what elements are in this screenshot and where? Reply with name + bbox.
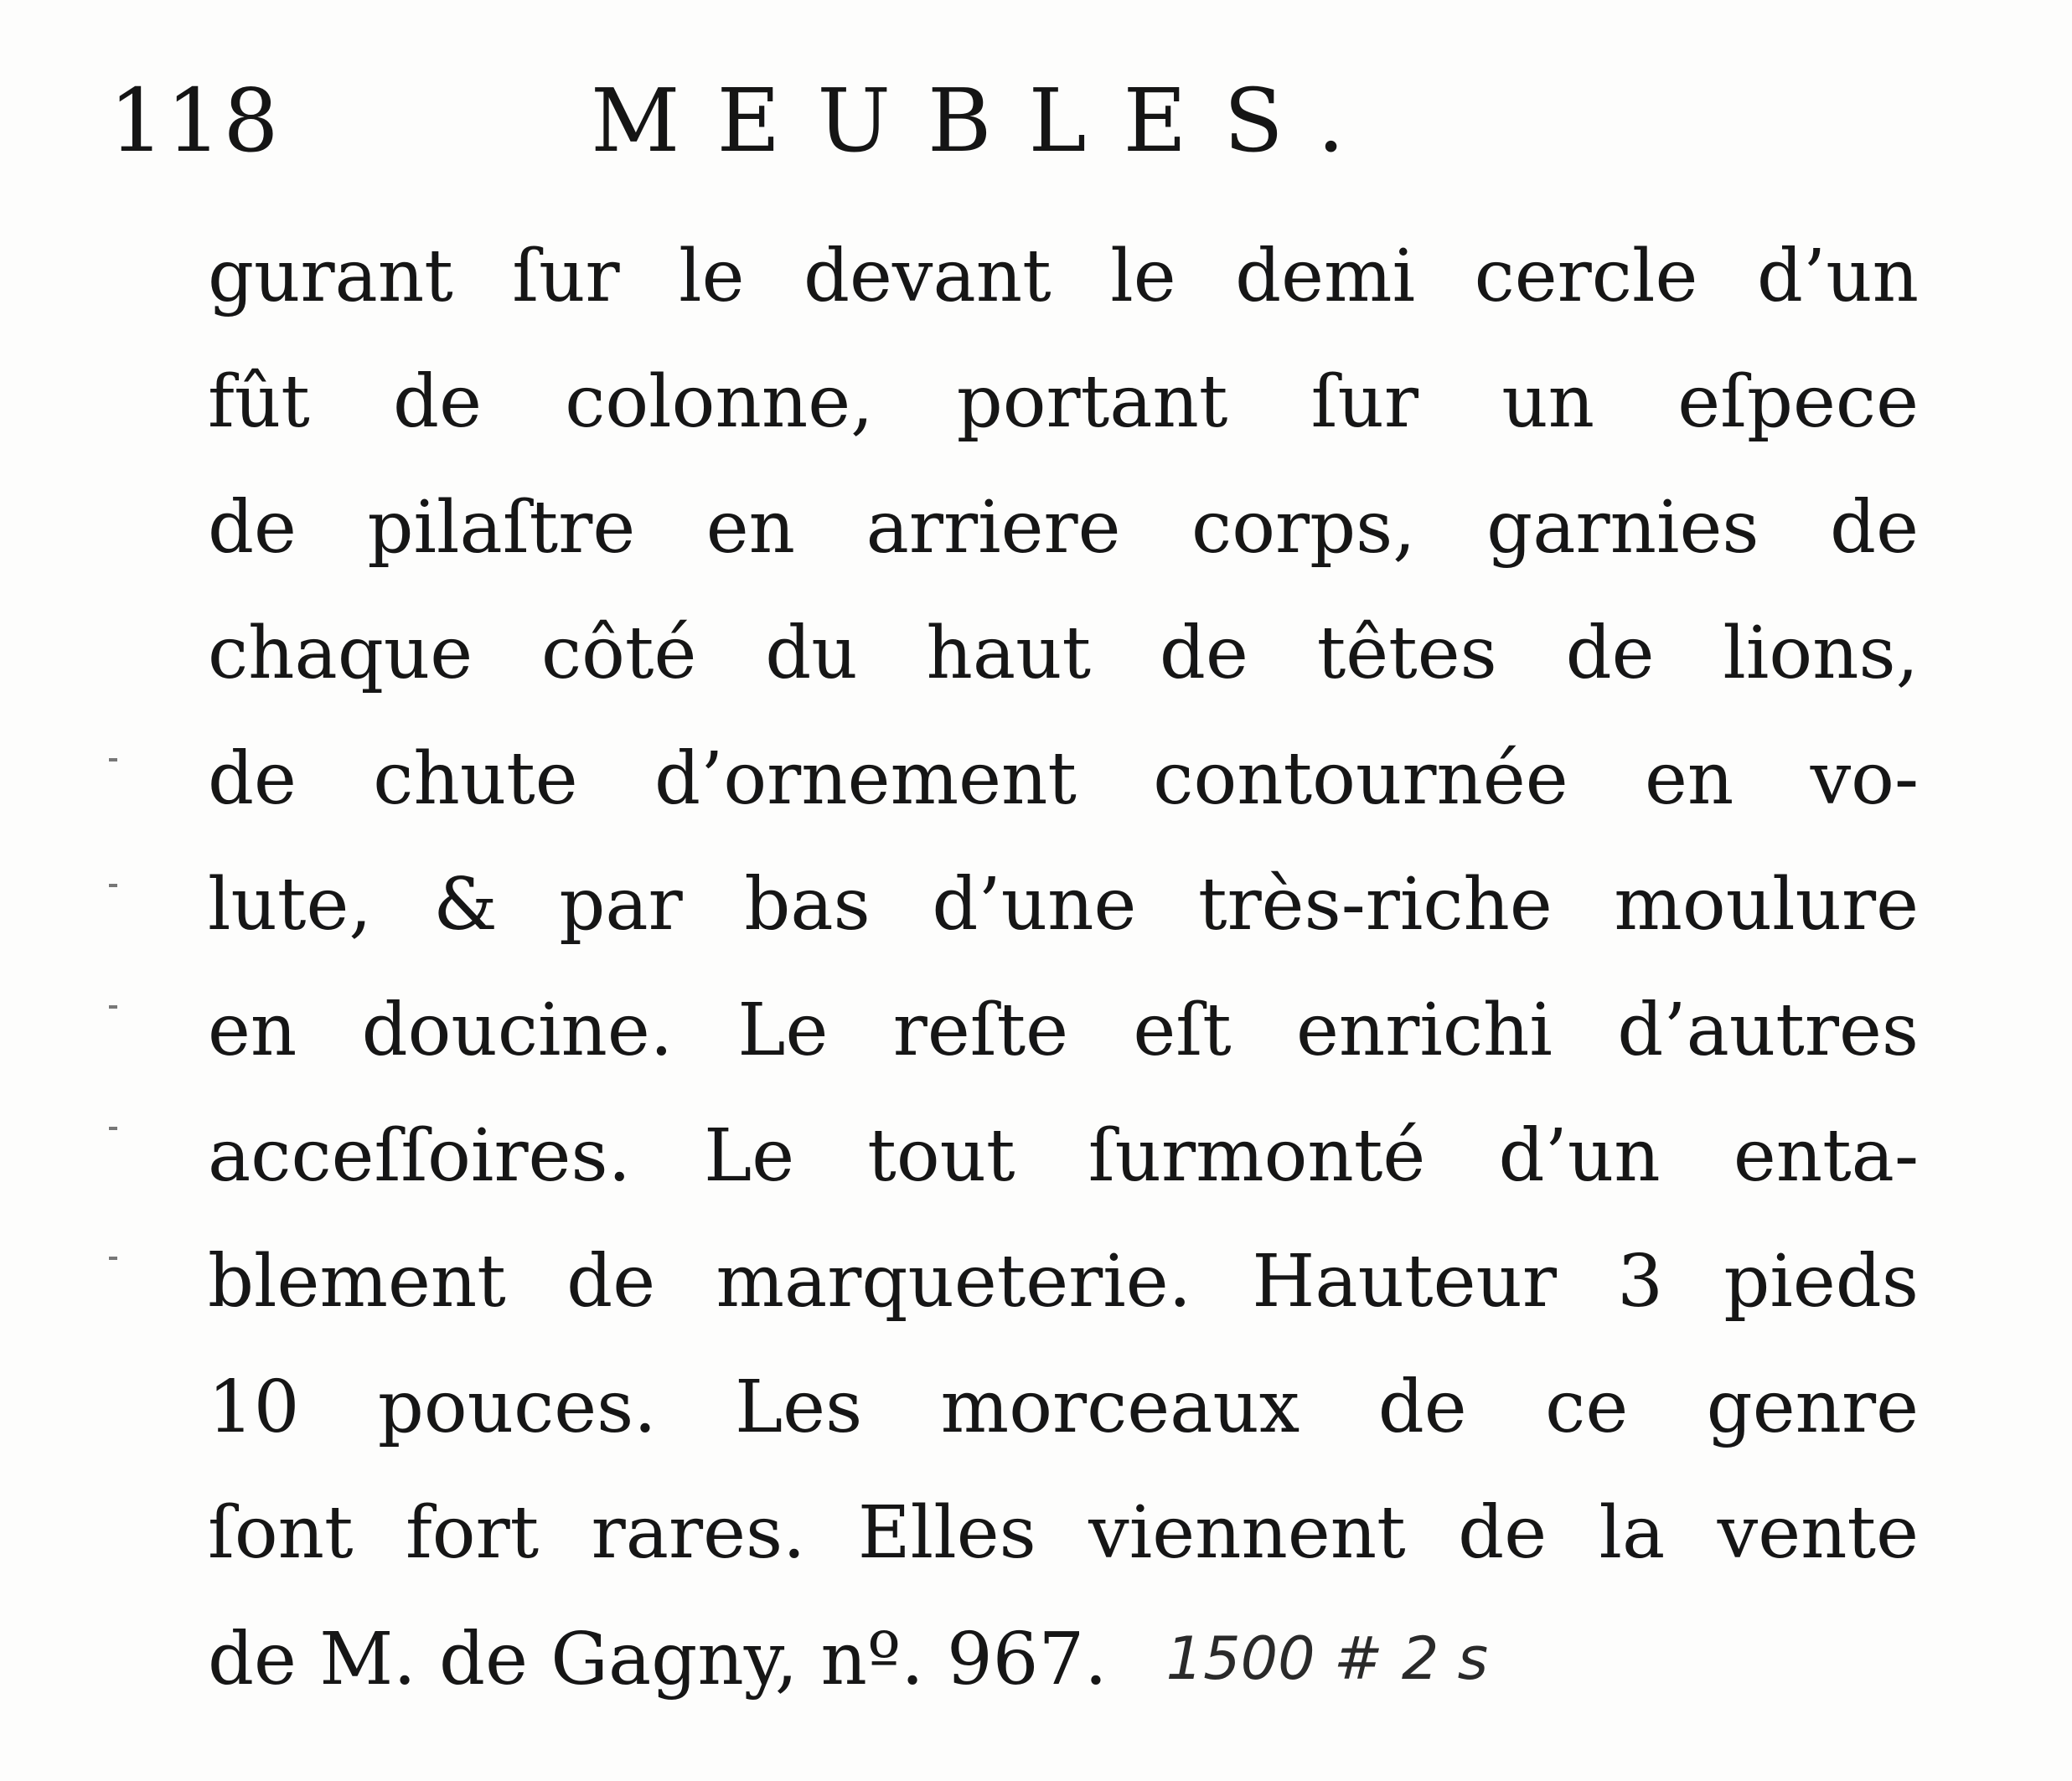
text-line: lute, & par bas d’une très-riche moulure bbox=[208, 863, 1919, 947]
margin-mark bbox=[109, 1127, 117, 1130]
text-line: de pilaſtre en arriere corps, garnies de bbox=[208, 486, 1919, 570]
text-line: fût de colonne, portant ſur un eſpece bbox=[208, 360, 1919, 444]
text-line: ſont fort rares. Elles viennent de la vente bbox=[208, 1491, 1919, 1575]
text-line: en doucine. Le reſte eſt enrichi d’autres bbox=[208, 989, 1919, 1072]
text-line: blement de marqueterie. Hauteur 3 pieds bbox=[208, 1240, 1919, 1324]
text-line: 10 pouces. Les morceaux de ce genre bbox=[208, 1365, 1919, 1449]
last-line-text: de M. de Gagny, nº. 967. bbox=[208, 1618, 1108, 1701]
margin-mark bbox=[109, 758, 117, 761]
margin-mark bbox=[109, 884, 117, 887]
text-line: acceſſoires. Le tout ſurmonté d’un enta- bbox=[208, 1114, 1919, 1198]
handwritten-price-note: 1500 # 2 s bbox=[1165, 1624, 1489, 1693]
text-line: gurant ſur le devant le demi cercle d’un bbox=[208, 235, 1919, 318]
body-text bbox=[208, 214, 1919, 1722]
margin-mark bbox=[109, 1005, 117, 1009]
text-line: chaque côté du haut de têtes de lions, bbox=[208, 612, 1919, 695]
running-head: MEUBLES. bbox=[591, 70, 1382, 172]
margin-mark bbox=[109, 1257, 117, 1260]
text-line: de chute d’ornement contournée en vo- bbox=[208, 737, 1919, 821]
text-line-last bbox=[208, 1596, 1919, 1722]
page-number: 118 bbox=[109, 70, 281, 172]
